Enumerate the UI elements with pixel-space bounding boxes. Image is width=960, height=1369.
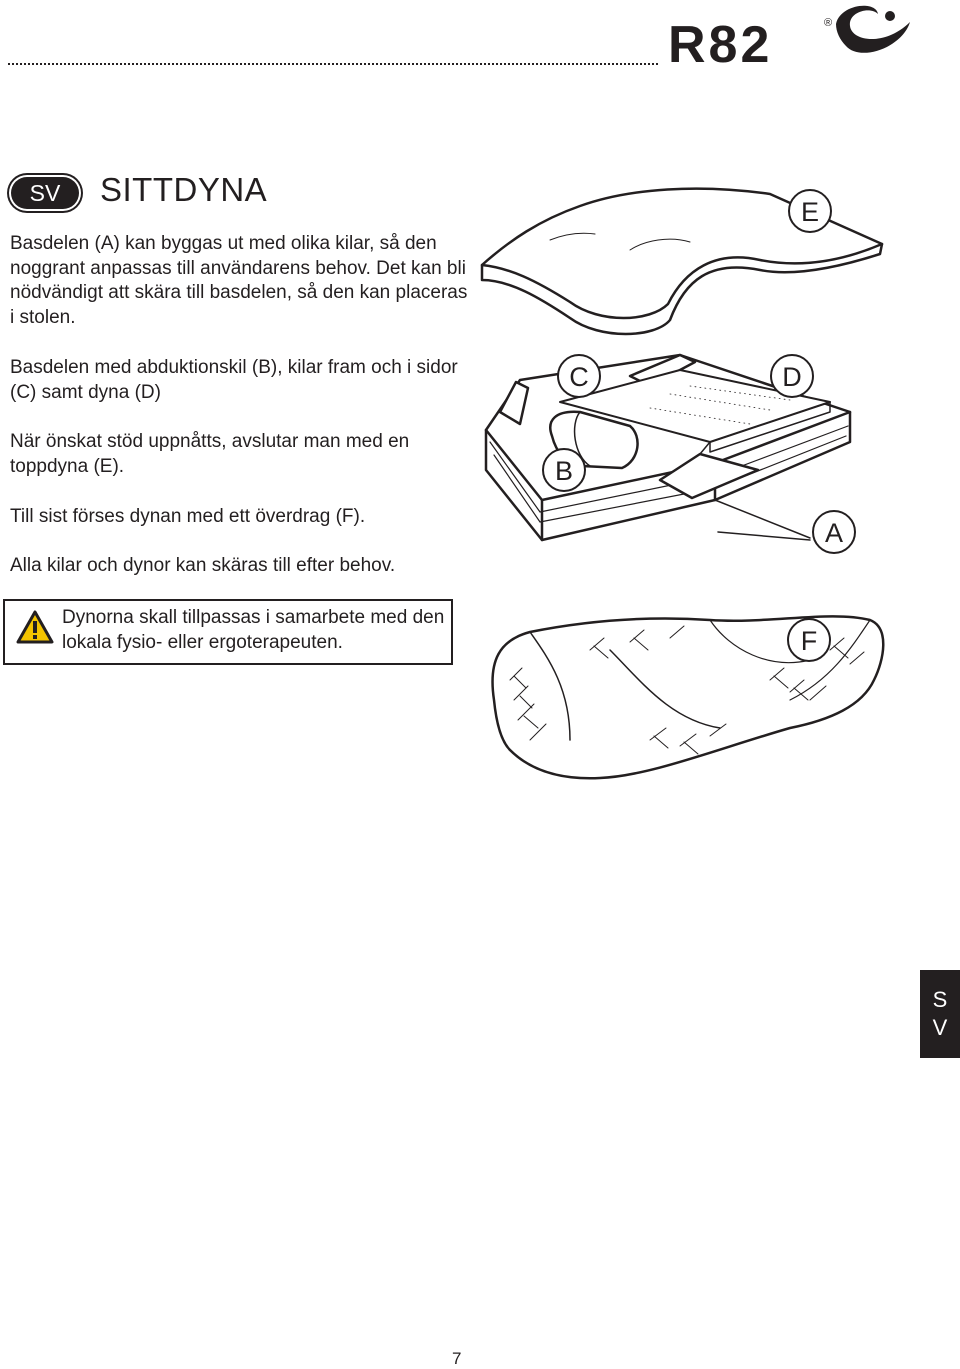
- callout-a: [813, 511, 855, 553]
- callout-a-label: A: [824, 518, 844, 548]
- language-side-tab: [920, 970, 960, 1058]
- callout-f-label: F: [800, 626, 818, 656]
- registered-mark: ®: [824, 17, 833, 29]
- callout-c: [558, 355, 600, 397]
- language-badge: SV: [9, 175, 81, 211]
- callout-e: [789, 190, 831, 232]
- warning-text: Dynorna skall tillpassas i samarbete med den lokala fysio- eller ergoterapeuten.: [62, 607, 445, 653]
- r82-logo: [664, 2, 916, 68]
- logo-swoosh-icon: [836, 6, 910, 53]
- paragraph-trim: Alla kilar och dynor kan skäras till efter behov.: [10, 555, 396, 576]
- logo-text: R82: [668, 16, 773, 68]
- callout-b: [543, 449, 585, 491]
- paragraph-wedges: Basdelen med abduktionskil (B), kilar fram och i sidor (C) samt dyna (D): [10, 357, 458, 403]
- paragraph-cover: Till sist förses dynan med ett överdrag (F).: [10, 506, 366, 527]
- callout-d-label: D: [782, 362, 802, 392]
- cushion-illustration: [470, 180, 960, 780]
- page-number: 7: [452, 1349, 462, 1368]
- page-title: SITTDYNA: [100, 171, 268, 208]
- callout-c-label: C: [569, 362, 589, 392]
- side-tab-letter-2: V: [932, 1015, 948, 1040]
- side-tab-letter-1: S: [932, 987, 948, 1012]
- logo-dot-icon: [885, 11, 895, 21]
- callout-e-label: E: [800, 197, 820, 227]
- header-dotted-rule: [8, 63, 658, 65]
- callout-f: [788, 619, 830, 661]
- warning-triangle-icon: [16, 610, 54, 644]
- callout-d: [771, 355, 813, 397]
- paragraph-base: Basdelen (A) kan byggas ut med olika kilar, så den noggrant anpassas till användarens behov. Det kan bli nödvändigt att skära till basdelen, så den kan placeras i stolen.: [10, 233, 468, 328]
- paragraph-top-cushion: När önskat stöd uppnåtts, avslutar man med en toppdyna (E).: [10, 431, 410, 477]
- warning-box: [3, 599, 453, 665]
- callout-b-label: B: [554, 456, 574, 486]
